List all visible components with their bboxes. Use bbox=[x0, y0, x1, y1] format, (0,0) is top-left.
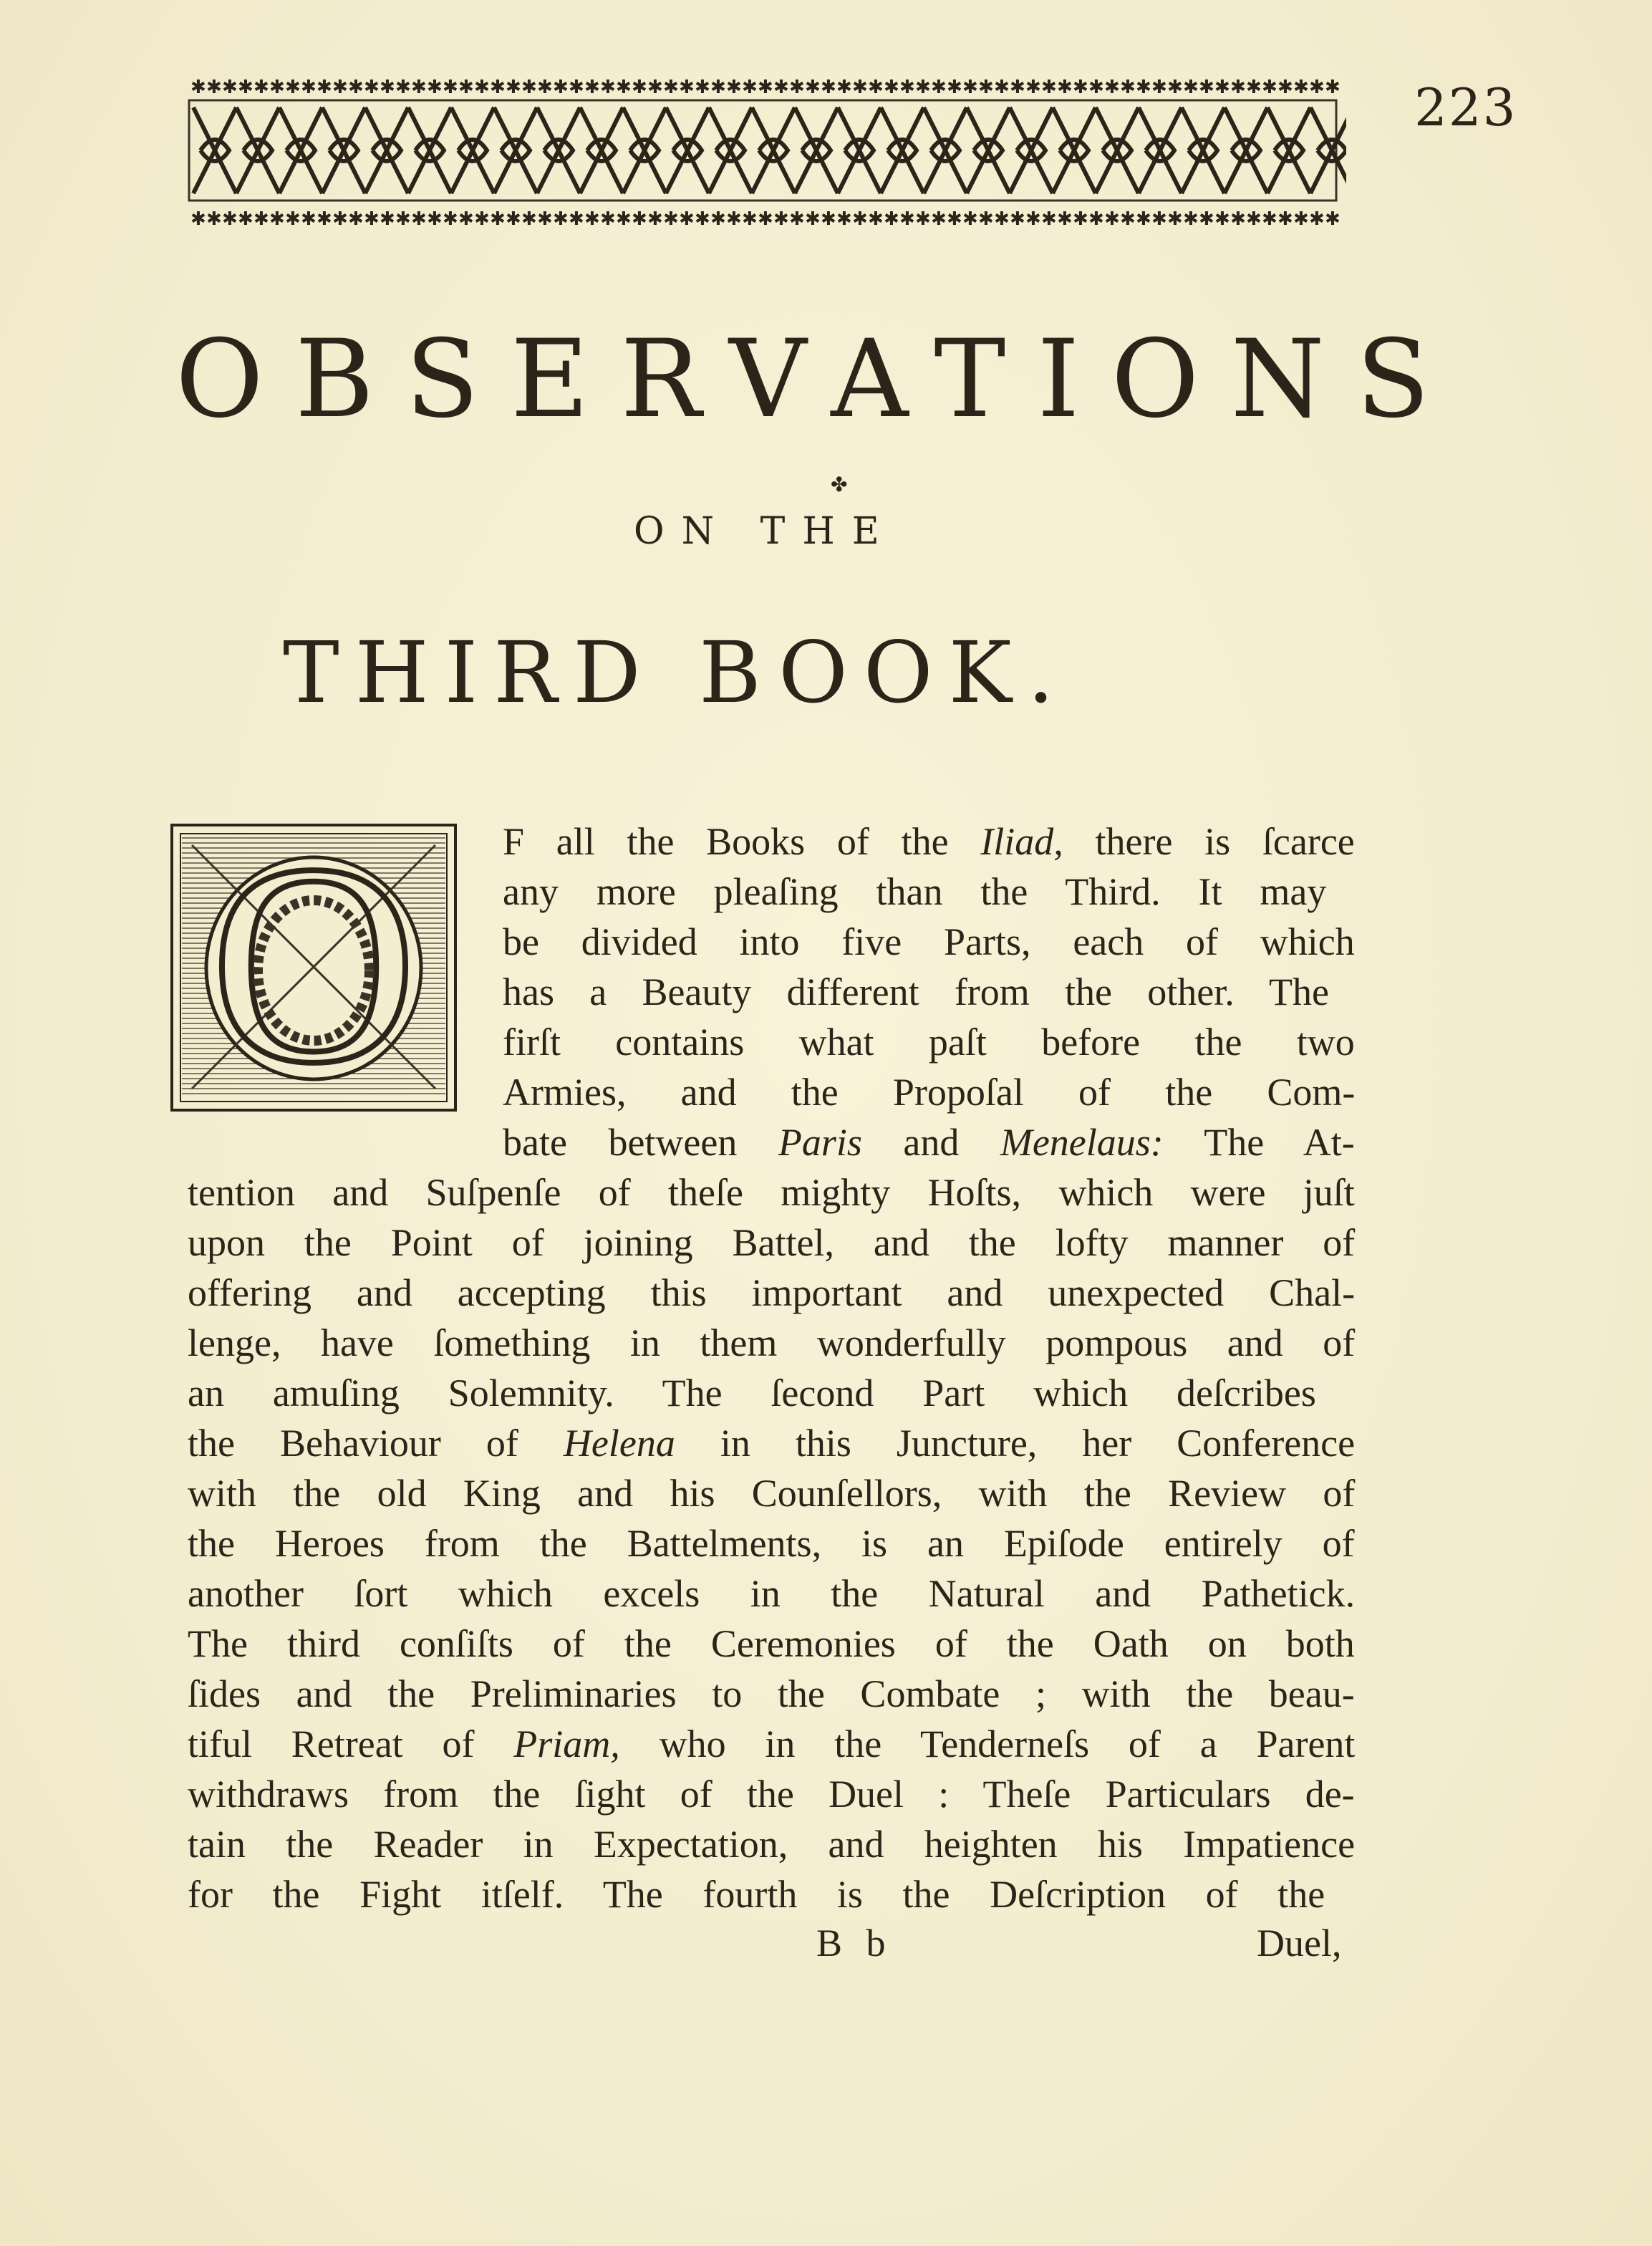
ornament-star: ✱ bbox=[978, 77, 994, 98]
ornament-star: ✱ bbox=[805, 77, 821, 98]
ornament-star: ✱ bbox=[868, 208, 884, 229]
ornament-star-row-bottom bbox=[190, 208, 1341, 229]
text-line bbox=[188, 1819, 1355, 1869]
ornament-star: ✱ bbox=[584, 208, 600, 229]
ornament-motif bbox=[1096, 107, 1139, 193]
ornament-star: ✱ bbox=[616, 77, 632, 98]
ornament-star: ✱ bbox=[773, 77, 789, 98]
text-run: the Behaviour of bbox=[188, 1422, 564, 1465]
ornament-star: ✱ bbox=[427, 77, 443, 98]
ornament-star: ✱ bbox=[1246, 77, 1262, 98]
ornament-star: ✱ bbox=[789, 208, 805, 229]
text-line bbox=[188, 1318, 1355, 1368]
ornament-motif bbox=[967, 107, 1010, 193]
ornament-star: ✱ bbox=[1262, 208, 1277, 229]
ornament-star: ✱ bbox=[253, 77, 269, 98]
ornament-star: ✱ bbox=[978, 208, 994, 229]
text-line bbox=[503, 967, 1329, 1017]
ornament-star: ✱ bbox=[852, 208, 868, 229]
ornament-star: ✱ bbox=[238, 77, 253, 98]
text-run: any more pleaſing than the Third. It may bbox=[503, 870, 1327, 913]
ornament-motif bbox=[193, 107, 236, 193]
ornament-motif bbox=[709, 107, 752, 193]
ornament-star: ✱ bbox=[364, 208, 380, 229]
ornament-motif bbox=[1182, 107, 1224, 193]
ornament-star: ✱ bbox=[884, 77, 899, 98]
ornament-star: ✱ bbox=[695, 208, 710, 229]
ornament-star: ✱ bbox=[1136, 77, 1151, 98]
text-line bbox=[503, 1067, 1355, 1117]
text-run: for the Fight itſelf. The fourth is the Deſcription of the bbox=[188, 1873, 1325, 1916]
page-number: 223 bbox=[1414, 77, 1517, 138]
text-line bbox=[503, 917, 1355, 967]
ornament-star: ✱ bbox=[1104, 77, 1120, 98]
ornament-motif bbox=[1139, 107, 1182, 193]
ornament-star: ✱ bbox=[1041, 208, 1057, 229]
ornament-star: ✱ bbox=[994, 77, 1010, 98]
ornament-star: ✱ bbox=[915, 77, 931, 98]
ornament-motif bbox=[666, 107, 709, 193]
ornament-star: ✱ bbox=[206, 77, 222, 98]
text-line bbox=[503, 1017, 1355, 1067]
ornament-star: ✱ bbox=[427, 208, 443, 229]
ornament-star: ✱ bbox=[521, 208, 537, 229]
ornament-star: ✱ bbox=[285, 208, 301, 229]
ornament-motif bbox=[537, 107, 580, 193]
ornament-star: ✱ bbox=[915, 208, 931, 229]
ornament-star: ✱ bbox=[380, 208, 395, 229]
ornament-star: ✱ bbox=[899, 208, 915, 229]
ornament-motif bbox=[1267, 107, 1310, 193]
ornament-star: ✱ bbox=[647, 208, 663, 229]
ornament-star: ✱ bbox=[521, 77, 537, 98]
ornament-star: ✱ bbox=[884, 208, 899, 229]
ornament-star: ✱ bbox=[222, 208, 238, 229]
title-on-the: ON THE bbox=[634, 510, 897, 553]
ornament-star: ✱ bbox=[600, 77, 616, 98]
ornament-motif bbox=[752, 107, 795, 193]
ornament-motif bbox=[365, 107, 408, 193]
text-run: The At- bbox=[1163, 1121, 1355, 1164]
text-run: tention and Suſpenſe of theſe mighty Hoſts, which were juſt bbox=[188, 1171, 1355, 1214]
text-run: with the old King and his Counſellors, with the Review of bbox=[188, 1472, 1356, 1515]
ornament-star: ✱ bbox=[1025, 77, 1041, 98]
ornament-motif bbox=[1310, 107, 1346, 193]
ornament-motif bbox=[408, 107, 451, 193]
ornament-star: ✱ bbox=[1262, 77, 1277, 98]
ornament-star: ✱ bbox=[805, 208, 821, 229]
text-run: be divided into five Parts, each of which bbox=[503, 920, 1355, 963]
text-line bbox=[188, 1368, 1316, 1418]
ornament-star: ✱ bbox=[868, 77, 884, 98]
title-ornament: ✤ bbox=[831, 473, 848, 496]
ornament-star: ✱ bbox=[1183, 208, 1199, 229]
ornament-star: ✱ bbox=[632, 208, 647, 229]
title-observations: OBSERVATIONS bbox=[175, 317, 1462, 442]
text-run: tain the Reader in Expectation, and heighten his Impatience bbox=[188, 1823, 1356, 1866]
ornament-star: ✱ bbox=[1073, 208, 1088, 229]
ornament-star: ✱ bbox=[506, 208, 521, 229]
ornament-star: ✱ bbox=[1309, 208, 1325, 229]
text-line bbox=[503, 1117, 1355, 1167]
ornament-motif bbox=[580, 107, 623, 193]
ornament-star: ✱ bbox=[742, 208, 758, 229]
ornament-star: ✱ bbox=[931, 77, 947, 98]
ornament-motif bbox=[838, 107, 881, 193]
ornament-star: ✱ bbox=[553, 77, 569, 98]
text-run: another ſort which excels in the Natural and Pathetick. bbox=[188, 1572, 1356, 1615]
ornament-star: ✱ bbox=[206, 208, 222, 229]
ornament-star: ✱ bbox=[821, 77, 836, 98]
italic-text: Helena bbox=[563, 1422, 675, 1465]
ornament-star: ✱ bbox=[458, 77, 474, 98]
ornament-star: ✱ bbox=[632, 77, 647, 98]
ornament-star: ✱ bbox=[1309, 77, 1325, 98]
ornament-star: ✱ bbox=[947, 77, 962, 98]
ornament-motif bbox=[881, 107, 924, 193]
ornament-motif bbox=[623, 107, 666, 193]
ornament-star: ✱ bbox=[395, 208, 411, 229]
ornament-star: ✱ bbox=[1246, 208, 1262, 229]
ornament-star: ✱ bbox=[553, 208, 569, 229]
ornament-star: ✱ bbox=[1010, 208, 1025, 229]
ornament-star: ✱ bbox=[1183, 77, 1199, 98]
text-line bbox=[188, 1619, 1355, 1669]
ornament-star: ✱ bbox=[695, 77, 710, 98]
ornament-star: ✱ bbox=[1025, 208, 1041, 229]
ornament-star: ✱ bbox=[726, 77, 742, 98]
ornament-star: ✱ bbox=[458, 208, 474, 229]
ornament-star: ✱ bbox=[348, 77, 364, 98]
text-run: F all the Books of the bbox=[503, 820, 981, 863]
ornament-motif bbox=[451, 107, 494, 193]
italic-text: Paris bbox=[778, 1121, 862, 1164]
ornament-motif bbox=[236, 107, 279, 193]
text-run: ſides and the Preliminaries to the Combate ; with the beau- bbox=[188, 1672, 1355, 1715]
ornament-motif bbox=[1224, 107, 1267, 193]
ornament-motif bbox=[1053, 107, 1096, 193]
ornament-star: ✱ bbox=[253, 208, 269, 229]
text-line bbox=[503, 816, 1355, 867]
text-run: firſt contains what paſt before the two bbox=[503, 1021, 1355, 1064]
ornament-star: ✱ bbox=[852, 77, 868, 98]
italic-text: Menelaus: bbox=[1000, 1121, 1164, 1164]
text-line bbox=[188, 1568, 1355, 1619]
ornament-star: ✱ bbox=[679, 77, 695, 98]
text-run: in this Juncture, her Conference bbox=[675, 1422, 1356, 1465]
ornament-star: ✱ bbox=[1151, 208, 1167, 229]
ornament-star: ✱ bbox=[1214, 77, 1230, 98]
text-line bbox=[188, 1669, 1355, 1719]
text-run: the Heroes from the Battelments, is an Epiſode entirely of bbox=[188, 1522, 1355, 1565]
text-run: there is ſcarce bbox=[1063, 820, 1355, 863]
text-line bbox=[188, 1418, 1355, 1468]
ornament-star: ✱ bbox=[474, 208, 490, 229]
text-run: offering and accepting this important and unexpected Chal- bbox=[188, 1271, 1356, 1314]
text-run: bate between bbox=[503, 1121, 778, 1164]
text-line bbox=[188, 1719, 1355, 1769]
text-line bbox=[188, 1218, 1355, 1268]
ornament-star: ✱ bbox=[490, 208, 506, 229]
ornament-star: ✱ bbox=[317, 208, 332, 229]
drop-cap-ornament bbox=[170, 824, 457, 1112]
ornament-motif bbox=[279, 107, 322, 193]
ornament-star: ✱ bbox=[411, 208, 427, 229]
ornament-star: ✱ bbox=[1230, 208, 1246, 229]
ornament-star: ✱ bbox=[301, 77, 317, 98]
ornament-star: ✱ bbox=[1277, 208, 1293, 229]
ornament-star: ✱ bbox=[962, 208, 978, 229]
ornament-star: ✱ bbox=[789, 77, 805, 98]
text-run: The third conſiſts of the Ceremonies of the Oath on both bbox=[188, 1622, 1355, 1665]
ornament-star: ✱ bbox=[742, 77, 758, 98]
ornament-star: ✱ bbox=[1120, 208, 1136, 229]
ornament-lattice bbox=[193, 107, 1346, 193]
text-line bbox=[503, 867, 1326, 917]
signature-mark: B b bbox=[816, 1922, 893, 1965]
ornament-star: ✱ bbox=[1057, 77, 1073, 98]
ornament-star: ✱ bbox=[758, 208, 773, 229]
ornament-star: ✱ bbox=[269, 77, 285, 98]
ornament-star: ✱ bbox=[395, 77, 411, 98]
ornament-star: ✱ bbox=[1167, 208, 1183, 229]
text-line bbox=[188, 1769, 1355, 1819]
ornament-star: ✱ bbox=[836, 208, 852, 229]
ornament-star: ✱ bbox=[222, 77, 238, 98]
ornament-star: ✱ bbox=[411, 77, 427, 98]
ornament-star: ✱ bbox=[1073, 77, 1088, 98]
ornament-star: ✱ bbox=[663, 208, 679, 229]
ornament-star: ✱ bbox=[537, 77, 553, 98]
ornament-star: ✱ bbox=[616, 208, 632, 229]
italic-text: Priam, bbox=[513, 1722, 620, 1765]
ornament-star: ✱ bbox=[380, 77, 395, 98]
drop-cap-letter: O bbox=[210, 824, 417, 1112]
italic-text: Iliad, bbox=[980, 820, 1063, 863]
text-run: tiful Retreat of bbox=[188, 1722, 514, 1765]
ornament-star: ✱ bbox=[773, 208, 789, 229]
ornament-star: ✱ bbox=[1088, 208, 1104, 229]
ornament-star: ✱ bbox=[1293, 208, 1309, 229]
ornament-star: ✱ bbox=[490, 77, 506, 98]
text-line bbox=[188, 1869, 1325, 1919]
ornament-star: ✱ bbox=[190, 77, 206, 98]
ornament-star: ✱ bbox=[317, 77, 332, 98]
ornament-star: ✱ bbox=[569, 77, 584, 98]
text-line bbox=[188, 1518, 1355, 1568]
ornament-star: ✱ bbox=[679, 208, 695, 229]
ornament-star: ✱ bbox=[1120, 77, 1136, 98]
ornament-star: ✱ bbox=[758, 77, 773, 98]
text-run: lenge, have ſomething in them wonderfully pompous and of bbox=[188, 1321, 1356, 1364]
ornament-star: ✱ bbox=[1199, 77, 1214, 98]
ornament-star: ✱ bbox=[332, 77, 348, 98]
ornament-star: ✱ bbox=[443, 77, 458, 98]
ornament-star: ✱ bbox=[269, 208, 285, 229]
ornament-star: ✱ bbox=[285, 77, 301, 98]
text-run: an amuſing Solemnity. The ſecond Part which deſcribes bbox=[188, 1372, 1316, 1414]
ornament-star: ✱ bbox=[348, 208, 364, 229]
ornament-star: ✱ bbox=[1010, 77, 1025, 98]
ornament-star: ✱ bbox=[1325, 77, 1341, 98]
ornament-star-row-top bbox=[190, 77, 1341, 98]
ornament-star: ✱ bbox=[710, 208, 726, 229]
ornament-star: ✱ bbox=[1214, 208, 1230, 229]
ornament-star: ✱ bbox=[506, 77, 521, 98]
title-third-book: THIRD BOOK. bbox=[283, 623, 1071, 722]
ornament-star: ✱ bbox=[726, 208, 742, 229]
ornament-star: ✱ bbox=[600, 208, 616, 229]
ornament-star: ✱ bbox=[584, 77, 600, 98]
text-line bbox=[188, 1468, 1355, 1518]
ornament-star: ✱ bbox=[821, 208, 836, 229]
ornament-star: ✱ bbox=[364, 77, 380, 98]
text-run: who in the Tenderneſs of a Parent bbox=[619, 1722, 1356, 1765]
ornament-star: ✱ bbox=[238, 208, 253, 229]
ornament-star: ✱ bbox=[474, 77, 490, 98]
ornament-star: ✱ bbox=[1199, 208, 1214, 229]
text-line bbox=[188, 1167, 1355, 1218]
text-run: withdraws from the ſight of the Duel : Theſe Particulars de- bbox=[188, 1773, 1355, 1816]
ornament-star: ✱ bbox=[931, 208, 947, 229]
ornament-star: ✱ bbox=[1088, 77, 1104, 98]
ornament-star: ✱ bbox=[1293, 77, 1309, 98]
ornament-star: ✱ bbox=[1325, 208, 1341, 229]
ornament-star: ✱ bbox=[1136, 208, 1151, 229]
ornament-star: ✱ bbox=[332, 208, 348, 229]
ornament-star: ✱ bbox=[1041, 77, 1057, 98]
ornament-star: ✱ bbox=[1230, 77, 1246, 98]
text-run: has a Beauty different from the other. The bbox=[503, 970, 1329, 1013]
ornament-star: ✱ bbox=[899, 77, 915, 98]
ornament-motif bbox=[924, 107, 967, 193]
ornament-star: ✱ bbox=[190, 208, 206, 229]
ornament-star: ✱ bbox=[647, 77, 663, 98]
ornament-star: ✱ bbox=[443, 208, 458, 229]
ornament-star: ✱ bbox=[994, 208, 1010, 229]
ornament-motif bbox=[1010, 107, 1053, 193]
ornament-star: ✱ bbox=[537, 208, 553, 229]
ornament-star: ✱ bbox=[663, 77, 679, 98]
ornament-motif bbox=[494, 107, 537, 193]
ornament-star: ✱ bbox=[1277, 77, 1293, 98]
ornament-star: ✱ bbox=[1104, 208, 1120, 229]
header-ornament-band bbox=[179, 72, 1346, 229]
ornament-motif bbox=[322, 107, 365, 193]
ornament-star: ✱ bbox=[1151, 77, 1167, 98]
ornament-star: ✱ bbox=[1057, 208, 1073, 229]
ornament-star: ✱ bbox=[710, 77, 726, 98]
ornament-star: ✱ bbox=[301, 208, 317, 229]
ornament-star: ✱ bbox=[836, 77, 852, 98]
text-run: upon the Point of joining Battel, and the lofty manner of bbox=[188, 1221, 1356, 1264]
catchword: Duel, bbox=[1257, 1922, 1342, 1965]
text-run: Armies, and the Propoſal of the Com- bbox=[503, 1071, 1356, 1114]
ornament-star: ✱ bbox=[1167, 77, 1183, 98]
text-run: and bbox=[861, 1121, 1000, 1164]
ornament-star: ✱ bbox=[947, 208, 962, 229]
text-line bbox=[188, 1268, 1355, 1318]
ornament-motif bbox=[795, 107, 838, 193]
ornament-star: ✱ bbox=[962, 77, 978, 98]
ornament-star: ✱ bbox=[569, 208, 584, 229]
